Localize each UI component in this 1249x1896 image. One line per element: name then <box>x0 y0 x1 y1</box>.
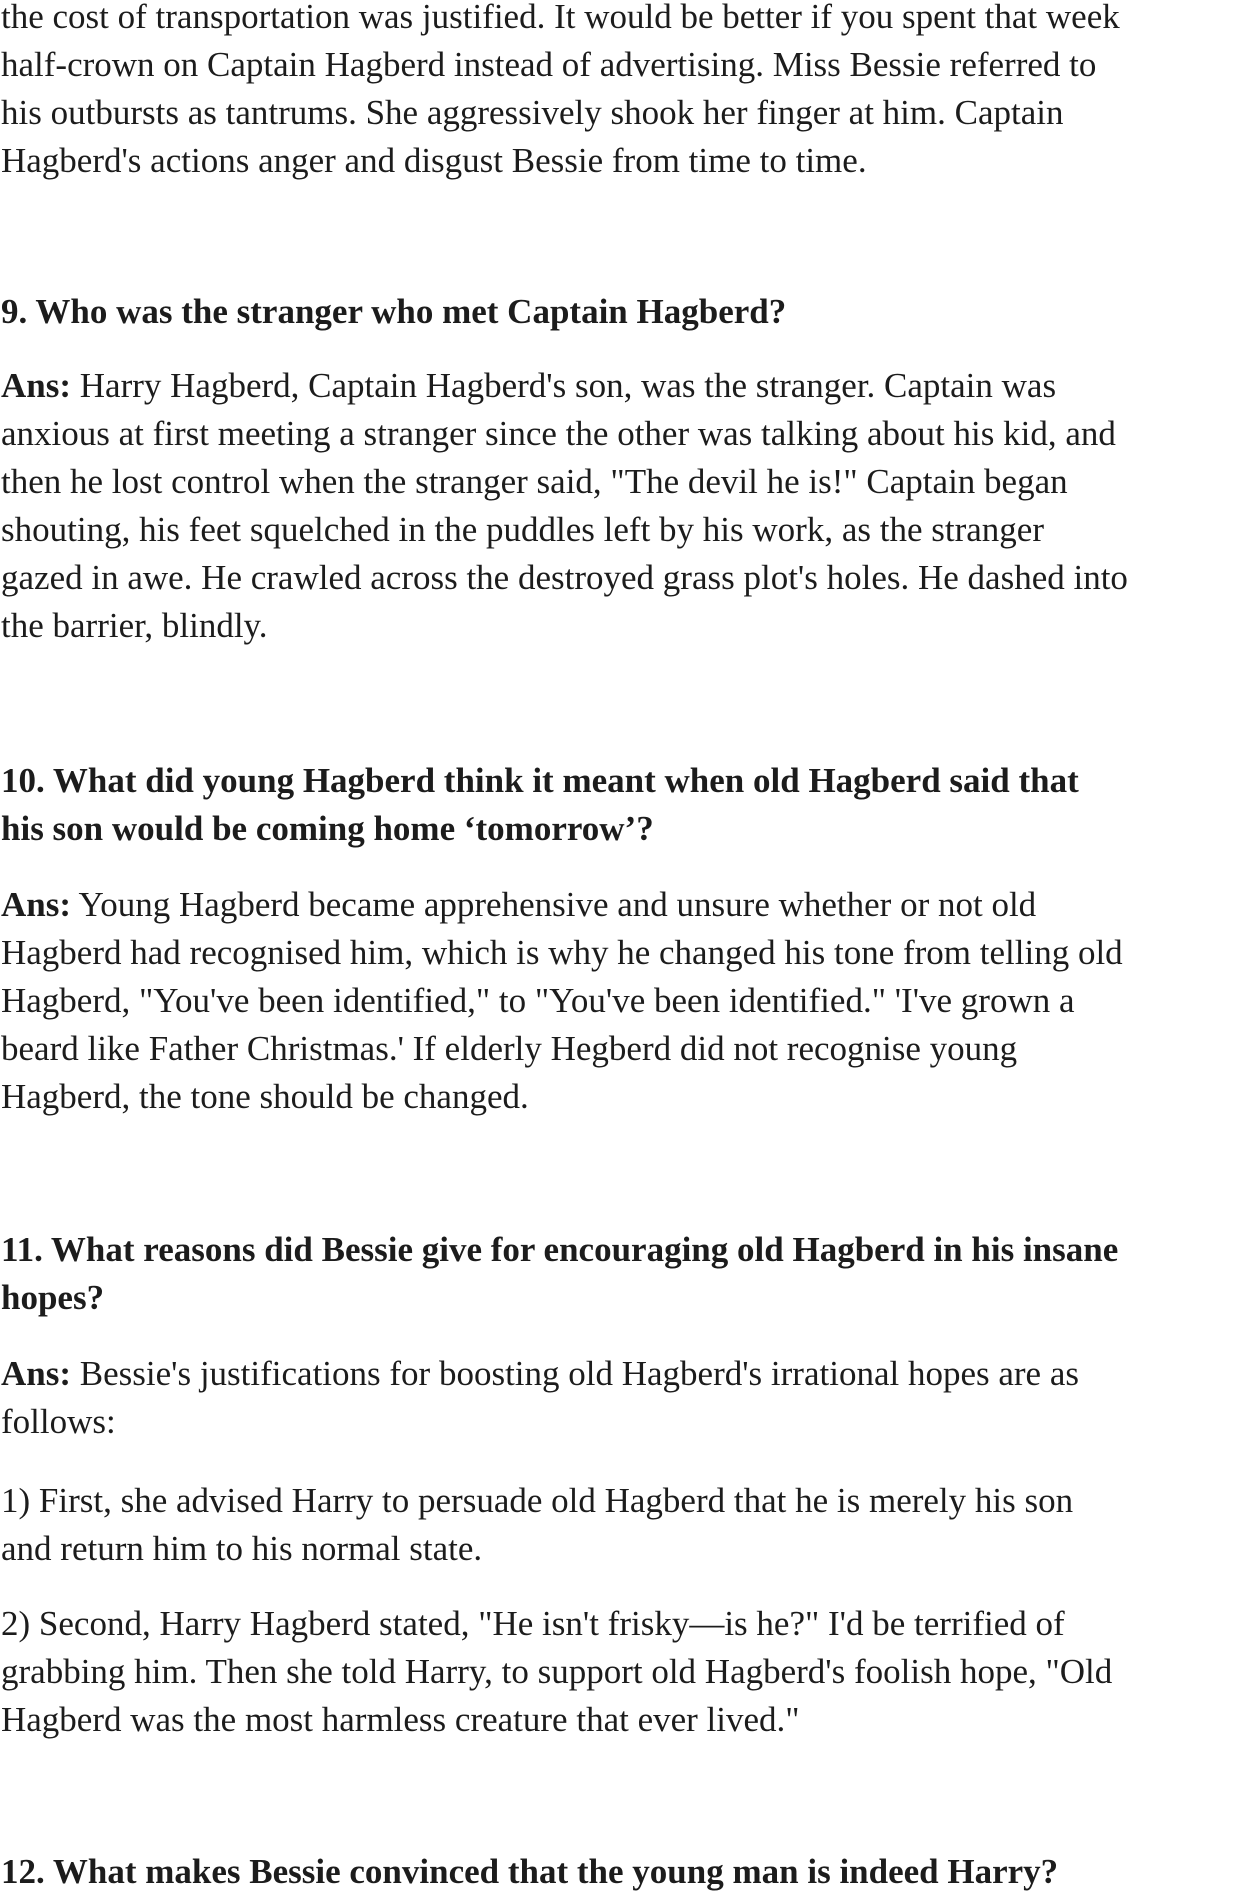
answer-11 <box>1 1350 1079 1446</box>
question-11: 11. What reasons did Bessie give for encouraging old Hagberd in his insane hopes? <box>1 1230 1119 1317</box>
answer-10 <box>1 881 1123 1121</box>
question-12: 12. What makes Bessie convinced that the young man is indeed Harry? <box>1 1852 1059 1891</box>
answer-11-point-1: 1) First, she advised Harry to persuade old Hagberd that he is merely his son and return him to his normal state. <box>1 1481 1074 1568</box>
question-10: 10. What did young Hagberd think it meant when old Hagberd said that his son would be coming home ‘tomorrow’? <box>1 761 1079 848</box>
answer-11-text: Bessie's justifications for boosting old Hagberd's irrational hopes are as follows: <box>1 1354 1079 1441</box>
question-9: 9. Who was the stranger who met Captain Hagberd? <box>1 292 787 331</box>
answer-9-text: Harry Hagberd, Captain Hagberd's son, was the stranger. Captain was anxious at first meeting a stranger since the other was talking about his kid, and then he lost control when the stranger said, "The devil he is!" Captain began shouting, his feet squelched in the puddles left by his work, as the stranger gazed in awe. He crawled across the destroyed grass plot's holes. He dashed into the barrier, blindly. <box>1 366 1128 645</box>
answer-label: Ans: <box>1 366 72 405</box>
intro-paragraph: the cost of transportation was justified. It would be better if you spent that week half-crown on Captain Hagberd instead of advertising. Miss Bessie referred to his outbursts as tantrums. She aggressively shook her finger at him. Captain Hagberd's actions anger and disgust Bessie from time to time. <box>1 0 1120 180</box>
answer-9 <box>1 362 1128 650</box>
answer-10-text: Young Hagberd became apprehensive and unsure whether or not old Hagberd had recognised him, which is why he changed his tone from telling old Hagberd, "You've been identified," to "You've been identified." 'I've grown a beard like Father Christmas.' If elderly Hegberd did not recognise young Hagberd, the tone should be changed. <box>1 885 1123 1116</box>
answer-label: Ans: <box>1 1354 72 1393</box>
answer-label: Ans: <box>1 885 72 924</box>
answer-11-point-2: 2) Second, Harry Hagberd stated, "He isn't frisky—is he?" I'd be terrified of grabbing him. Then she told Harry, to support old Hagberd's foolish hope, "Old Hagberd was the most harmless creature that ever lived." <box>1 1604 1113 1739</box>
